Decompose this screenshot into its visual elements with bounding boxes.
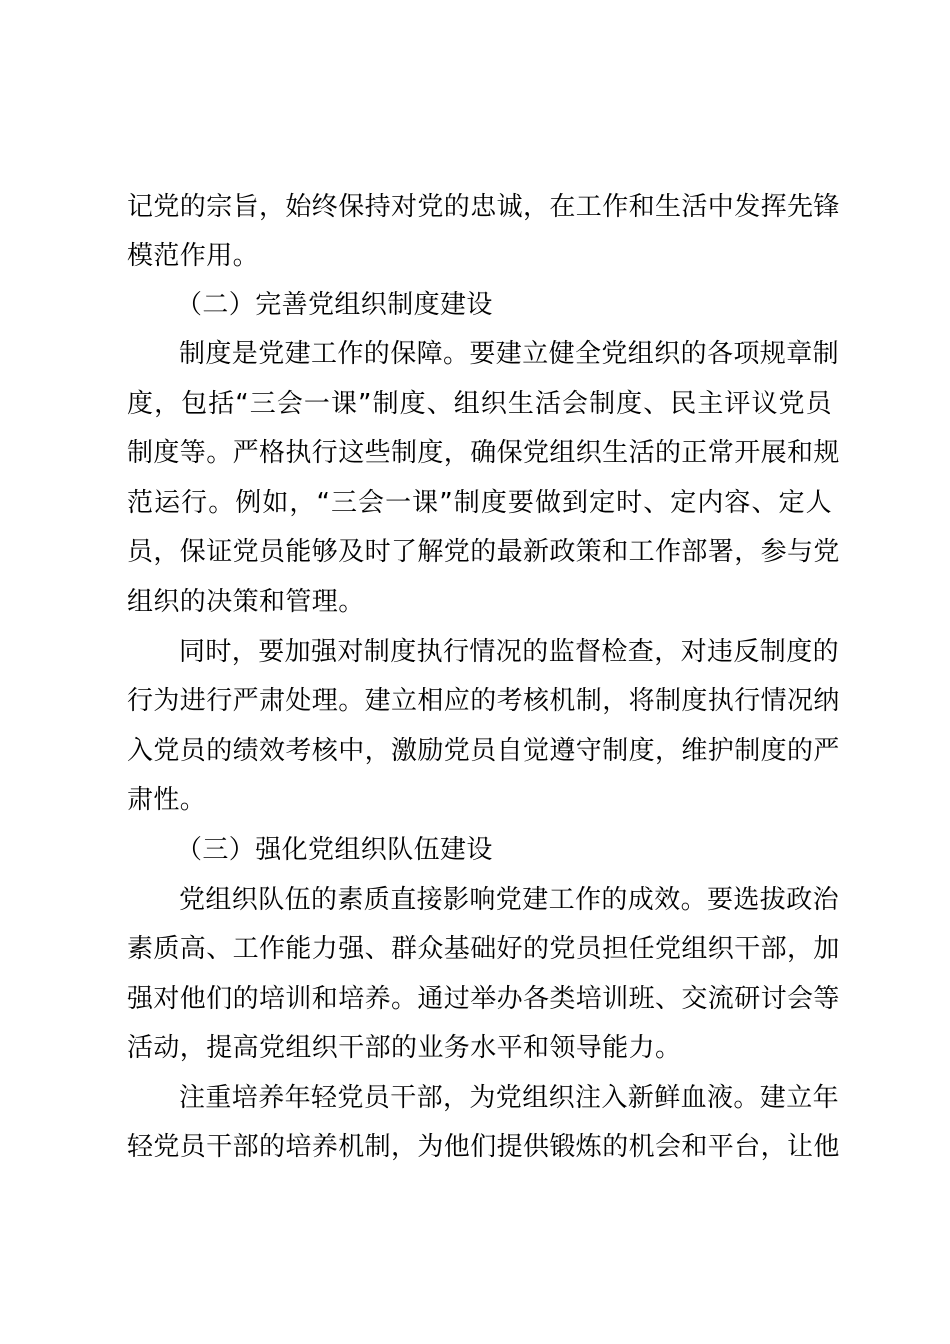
text-line: 行为进行严肃处理。建立相应的考核机制，将制度执行情况纳 bbox=[127, 686, 840, 716]
text-line: 强对他们的培训和培养。通过举办各类培训班、交流研讨会等 bbox=[127, 984, 840, 1014]
text-line: 范运行。例如，“三会一课”制度要做到定时、定内容、定人 bbox=[127, 488, 832, 518]
text-line: 制度等。严格执行这些制度，确保党组织生活的正常开展和规 bbox=[127, 438, 840, 468]
text-line: 注重培养年轻党员干部，为党组织注入新鲜血液。建立年 bbox=[179, 1083, 840, 1113]
text-line: 党组织队伍的素质直接影响党建工作的成效。要选拔政治 bbox=[179, 885, 840, 915]
text-line: 制度是党建工作的保障。要建立健全党组织的各项规章制 bbox=[179, 339, 840, 369]
section-heading: （三）强化党组织队伍建设 bbox=[176, 835, 493, 865]
text-line: 模范作用。 bbox=[127, 241, 260, 271]
text-line: 度，包括“三会一课”制度、组织生活会制度、民主评议党员 bbox=[127, 389, 832, 419]
text-line: 同时，要加强对制度执行情况的监督检查，对违反制度的 bbox=[179, 637, 840, 667]
text-line: 记党的宗旨，始终保持对党的忠诚，在工作和生活中发挥先锋 bbox=[127, 192, 840, 222]
text-line: 素质高、工作能力强、群众基础好的党员担任党组织干部，加 bbox=[127, 934, 840, 964]
text-line: 活动，提高党组织干部的业务水平和领导能力。 bbox=[127, 1033, 682, 1063]
section-heading: （二）完善党组织制度建设 bbox=[176, 290, 493, 320]
text-line: 员，保证党员能够及时了解党的最新政策和工作部署，参与党 bbox=[127, 537, 840, 567]
text-line: 入党员的绩效考核中，激励党员自觉遵守制度，维护制度的严 bbox=[127, 736, 840, 766]
text-line: 组织的决策和管理。 bbox=[127, 587, 365, 617]
text-line: 肃性。 bbox=[127, 785, 207, 815]
text-line: 轻党员干部的培养机制，为他们提供锻炼的机会和平台，让他 bbox=[127, 1132, 840, 1162]
